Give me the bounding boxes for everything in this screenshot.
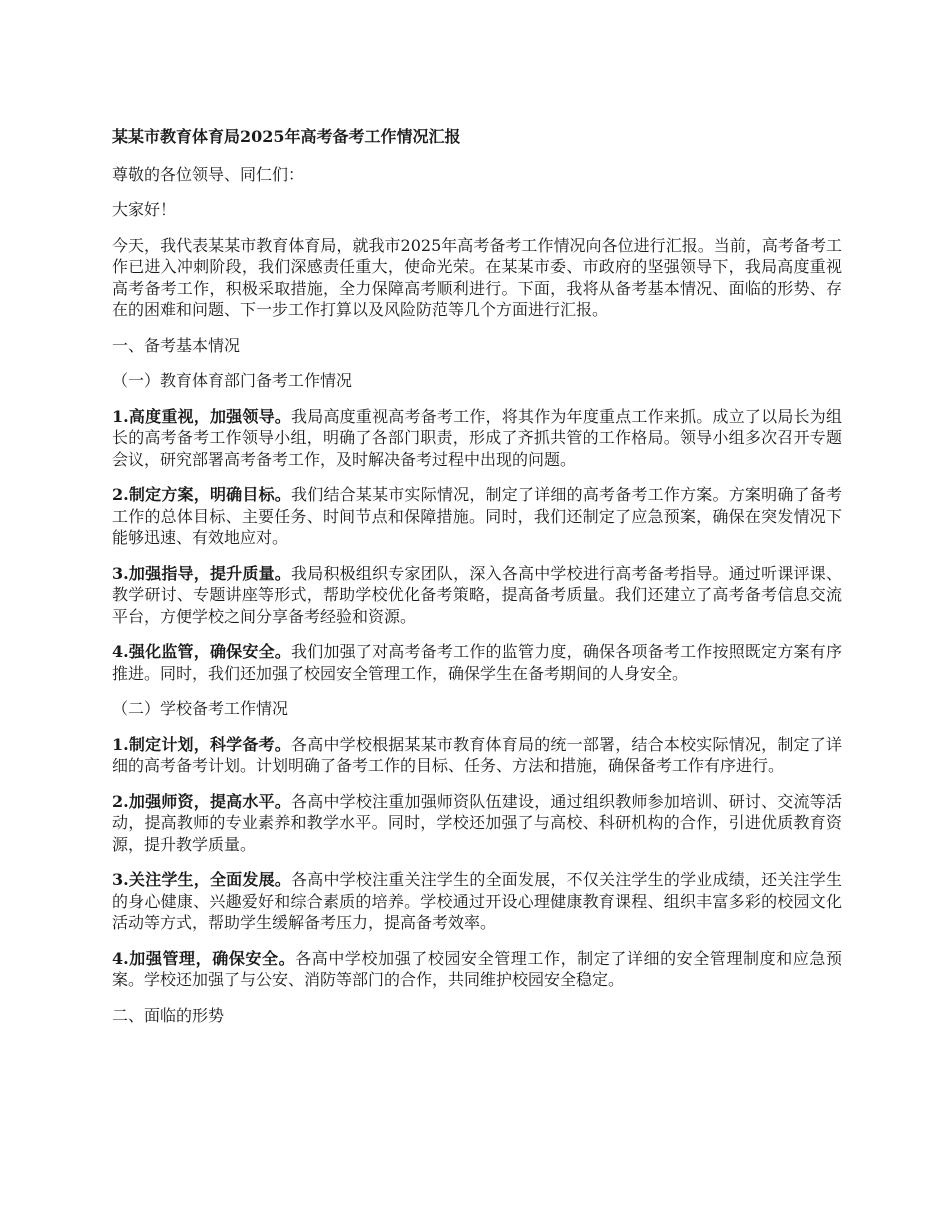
subsection-heading-1: （一）教育体育部门备考工作情况	[112, 371, 353, 390]
list-item	[112, 948, 842, 991]
item-lead: 3.加强指导，提升质量。	[112, 563, 292, 583]
section-heading-2: 二、面临的形势	[112, 1005, 225, 1025]
document-page	[112, 126, 842, 1040]
subsection-heading-2: （二）学校备考工作情况	[112, 699, 289, 718]
item-lead: 1.高度重视，加强领导。	[112, 406, 292, 426]
item-text: 各高中学校注重关注学生的全面发展，不仅关注学生的学业成绩，还关注学生的身心健康、兴趣爱好和综合素质的培养。学校通过开设心理健康教育课程、组织丰富多彩的校园文化活动等方式，帮助学生缓解备考压力，提高备考效率。	[112, 870, 842, 932]
list-item	[112, 641, 842, 684]
salutation: 尊敬的各位领导、同仁们：	[112, 164, 305, 184]
item-lead: 3.关注学生，全面发展。	[112, 870, 292, 889]
list-item	[112, 791, 842, 856]
item-text: 各高中学校根据某某市教育体育局的统一部署，结合本校实际情况，制定了详细的高考备考计划。计划明确了备考工作的目标、任务、方法和措施，确保备考工作有序进行。	[112, 734, 842, 775]
greeting: 大家好！	[112, 200, 177, 219]
item-lead: 4.加强管理，确保安全。	[112, 948, 296, 968]
item-lead: 2.加强师资，提高水平。	[112, 791, 292, 811]
section-heading-1: 一、备考基本情况	[112, 335, 241, 355]
list-item	[112, 484, 842, 549]
intro-paragraph: 今天，我代表某某市教育体育局，就我市2025年高考备考工作情况向各位进行汇报。当前，高考备考工作已进入冲刺阶段，我们深感责任重大，使命光荣。在某某市委、市政府的坚强领导下，我局高度重视高考备考工作，积极采取措施，全力保障高考顺利进行。下面，我将从备考基本情况、面临的形势、存在的困难和问题、下一步工作打算以及风险防范等几个方面进行汇报。	[112, 235, 842, 319]
item-text: 各高中学校加强了校园安全管理工作，制定了详细的安全管理制度和应急预案。学校还加强了与公安、消防等部门的合作，共同维护校园安全稳定。	[112, 948, 842, 989]
item-text: 我们加强了对高考备考工作的监管力度，确保各项备考工作按照既定方案有序推进。同时，我们还加强了校园安全管理工作，确保学生在备考期间的人身安全。	[112, 642, 842, 683]
list-item	[112, 406, 842, 471]
item-lead: 4.强化监管，确保安全。	[112, 642, 292, 661]
list-item	[112, 563, 842, 628]
list-item	[112, 734, 842, 777]
document-title: 某某市教育体育局2025年高考备考工作情况汇报	[112, 127, 461, 146]
list-item	[112, 869, 842, 934]
item-text: 我们结合某某市实际情况，制定了详细的高考备考工作方案。方案明确了备考工作的总体目标、主要任务、时间节点和保障措施。同时，我们还制定了应急预案，确保在突发情况下能够迅速、有效地应对。	[112, 485, 842, 547]
item-text: 我局高度重视高考备考工作，将其作为年度重点工作来抓。成立了以局长为组长的高考备考工作领导小组，明确了各部门职责，形成了齐抓共管的工作格局。领导小组多次召开专题会议，研究部署高考备考工作，及时解决备考过程中出现的问题。	[112, 406, 842, 469]
item-text: 我局积极组织专家团队，深入各高中学校进行高考备考指导。通过听课评课、教学研讨、专题讲座等形式，帮助学校优化备考策略，提高备考质量。我们还建立了高考备考信息交流平台，方便学校之间分享备考经验和资源。	[112, 563, 842, 626]
item-text: 各高中学校注重加强师资队伍建设，通过组织教师参加培训、研讨、交流等活动，提高教师的专业素养和教学水平。同时，学校还加强了与高校、科研机构的合作，引进优质教育资源，提升教学质量。	[112, 791, 842, 854]
item-lead: 2.制定方案，明确目标。	[112, 485, 292, 504]
item-lead: 1.制定计划，科学备考。	[112, 734, 292, 754]
